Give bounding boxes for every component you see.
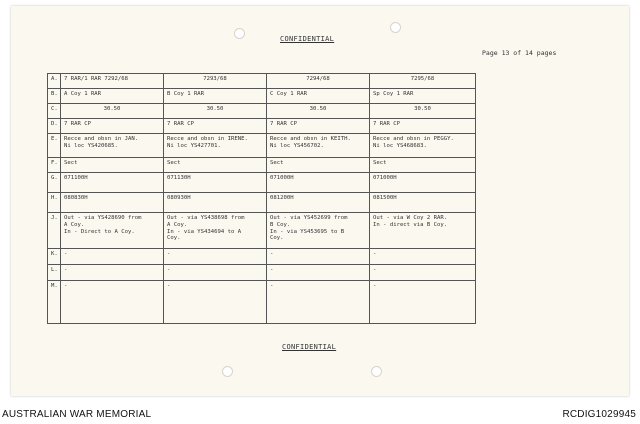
- row-label: E.: [48, 134, 61, 158]
- row-label: C.: [48, 104, 61, 119]
- table-cell: 7 RAR CP: [164, 119, 267, 134]
- table-cell: C Coy 1 RAR: [267, 89, 370, 104]
- table-row: [48, 281, 476, 324]
- table-cell: 7 RAR CP: [370, 119, 476, 134]
- page-number: Page 13 of 14 pages: [482, 49, 557, 57]
- table-cell: -: [267, 281, 370, 324]
- table-cell: 30.50: [61, 104, 164, 119]
- table-row: [48, 213, 476, 249]
- table-cell: -: [370, 249, 476, 265]
- table-cell: 30.50: [267, 104, 370, 119]
- row-label: G.: [48, 173, 61, 193]
- table-cell: -: [164, 265, 267, 281]
- table-cell: Sect: [267, 158, 370, 173]
- table-cell: -: [164, 249, 267, 265]
- punch-hole-bottom-left: [222, 366, 233, 377]
- table-cell: -: [164, 281, 267, 324]
- table-cell: 080930H: [164, 193, 267, 213]
- table-cell: Sect: [61, 158, 164, 173]
- table-cell: 081500H: [370, 193, 476, 213]
- table-cell: 30.50: [164, 104, 267, 119]
- table-cell: -: [61, 265, 164, 281]
- row-label: D.: [48, 119, 61, 134]
- table-cell: A Coy 1 RAR: [61, 89, 164, 104]
- table-cell: -: [370, 265, 476, 281]
- table-cell: Out - via W Coy 2 RAR. In - direct via B Coy.: [370, 213, 476, 249]
- table-cell: -: [61, 249, 164, 265]
- archive-credit: AUSTRALIAN WAR MEMORIAL: [2, 409, 152, 420]
- table-cell: Sect: [164, 158, 267, 173]
- classification-footer: CONFIDENTIAL: [282, 343, 337, 351]
- table-row: [48, 89, 476, 104]
- table-cell: 7 RAR CP: [267, 119, 370, 134]
- table-row: [48, 134, 476, 158]
- punch-hole-bottom-right: [371, 366, 382, 377]
- table-cell: Recce and obsn in KEITH. Ni loc YS456702.: [267, 134, 370, 158]
- table-cell: Sp Coy 1 RAR: [370, 89, 476, 104]
- row-label: K.: [48, 249, 61, 265]
- table-row: [48, 119, 476, 134]
- table-cell: 7 RAR CP: [61, 119, 164, 134]
- table-cell: Out - via YS452699 from B Coy. In - via YS453695 to B Coy.: [267, 213, 370, 249]
- table-cell: 071000H: [267, 173, 370, 193]
- punch-hole-top-right: [390, 22, 401, 33]
- table-cell: -: [370, 281, 476, 324]
- table-cell: Sect: [370, 158, 476, 173]
- table-cell: Recce and obsn in IRENE. Ni loc YS427701.: [164, 134, 267, 158]
- table-cell: -: [267, 265, 370, 281]
- row-label: F.: [48, 158, 61, 173]
- table-row: [48, 158, 476, 173]
- table-cell: 071100H: [61, 173, 164, 193]
- row-label: H.: [48, 193, 61, 213]
- row-label: J.: [48, 213, 61, 249]
- table-cell: 30.50: [370, 104, 476, 119]
- row-label: B.: [48, 89, 61, 104]
- table-cell: 071000H: [370, 173, 476, 193]
- table-cell: 080830H: [61, 193, 164, 213]
- table-cell: 071130H: [164, 173, 267, 193]
- table-cell: 7295/68: [370, 74, 476, 89]
- table-row: [48, 265, 476, 281]
- table-cell: B Coy 1 RAR: [164, 89, 267, 104]
- table-row: [48, 173, 476, 193]
- table-cell: 7294/68: [267, 74, 370, 89]
- classification-header: CONFIDENTIAL: [280, 35, 335, 43]
- table-row: [48, 193, 476, 213]
- table-cell: Recce and obsn in JAN. Ni loc YS420685.: [61, 134, 164, 158]
- table-cell: Out - via YS428690 from A Coy. In - Direct to A Coy.: [61, 213, 164, 249]
- table-cell: 7 RAR/1 RAR 7292/68: [61, 74, 164, 89]
- table-cell: -: [267, 249, 370, 265]
- archive-id: RCDIG1029945: [562, 409, 636, 420]
- row-label: M.: [48, 281, 61, 324]
- orders-table: [47, 73, 476, 324]
- table-cell: 7293/68: [164, 74, 267, 89]
- row-label: L.: [48, 265, 61, 281]
- table-row: [48, 104, 476, 119]
- table-cell: Recce and obsn in PEGGY. Ni loc YS468683.: [370, 134, 476, 158]
- row-label: A.: [48, 74, 61, 89]
- table-cell: Out - via YS438698 from A Coy. In - via YS434694 to A Coy.: [164, 213, 267, 249]
- table-row: [48, 249, 476, 265]
- table-cell: -: [61, 281, 164, 324]
- table-cell: 081200H: [267, 193, 370, 213]
- table-row: [48, 74, 476, 89]
- punch-hole-top-left: [234, 28, 245, 39]
